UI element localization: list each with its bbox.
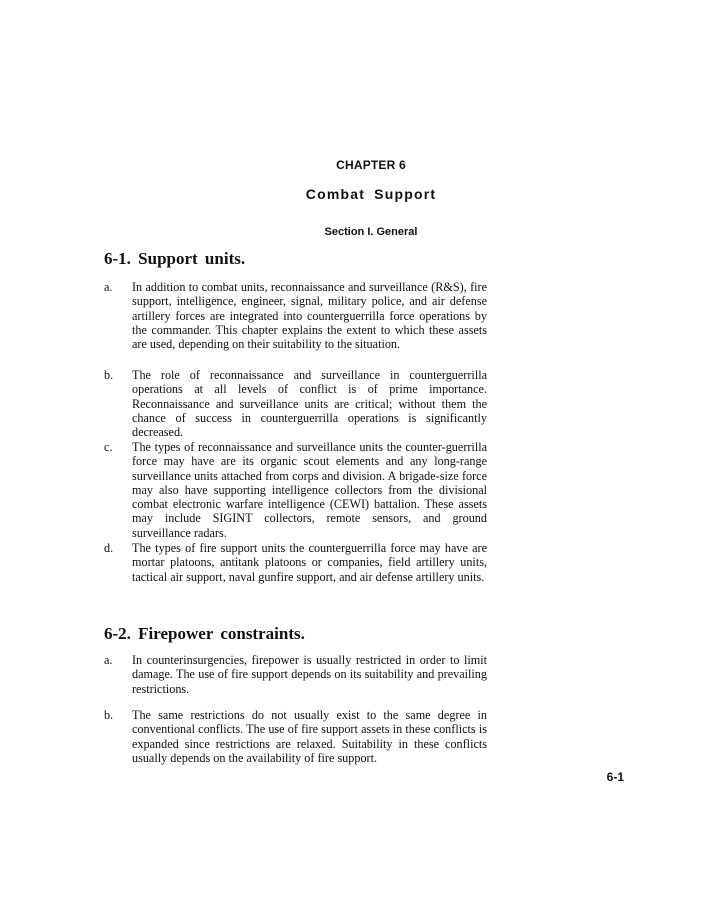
paragraph-text: In addition to combat units, reconnaissance and surveillance (R&S), fire support, intelligence, engineer, signal, military police, and air defense artillery forces are integrated into counterguerrilla force operations by the commander. This chapter explains the extent to which these assets are used, depending on their suitability to the situation. [132,280,487,352]
paragraph-text: The types of reconnaissance and surveillance units the counter-guerrilla force may have are its organic scout elements and any long-range surveillance units attached from corps and division. A brigade-size force may also have supporting intelligence collectors from the divisional combat electronic warfare intelligence (CEWI) battalion. These assets may include SIGINT collectors, remote sensors, and ground surveillance radars. [132,440,487,540]
paragraph-letter: d. [104,541,114,555]
paragraph-letter: b. [104,708,114,722]
paragraph-letter: a. [104,280,113,294]
chapter-title: Combat Support [305,186,437,202]
section-heading-6-2: 6-2. Firepower constraints. [104,624,305,643]
paragraph-6-1-b [104,368,487,439]
paragraph-text: In counterinsurgencies, firepower is usually restricted in order to limit damage. The use of fire support depends on its suitability and prevailing restrictions. [132,653,487,696]
paragraph-text: The same restrictions do not usually exist to the same degree in conventional conflicts. The use of fire support assets in these conflicts is expanded since restrictions are relaxed. Suitability in these conflicts usually depends on the availability of fire support. [132,708,487,765]
paragraph-6-1-d [104,541,487,584]
paragraph-text: The types of fire support units the counterguerrilla force may have are mortar platoons, antitank platoons or companies, field artillery units, tactical air support, naval gunfire support, and air defense artillery units. [132,541,487,584]
paragraph-letter: a. [104,653,113,667]
paragraph-6-1-a [104,280,487,351]
page-number: 6-1 [606,770,624,784]
paragraph-6-1-c [104,440,487,540]
paragraph-letter: b. [104,368,114,382]
paragraph-6-2-b [104,708,487,765]
paragraph-text: The role of reconnaissance and surveillance in counterguerrilla operations at all levels of conflict is of prime importance. Reconnaissance and surveillance units are critical; without them the chance of success in counterguerrilla operations is significantly decreased. [132,368,487,440]
paragraph-letter: c. [104,440,113,454]
chapter-label: CHAPTER 6 [336,158,406,172]
section-title: Section I. General [324,226,418,238]
paragraph-6-2-a [104,653,487,696]
section-heading-6-1: 6-1. Support units. [104,249,246,268]
